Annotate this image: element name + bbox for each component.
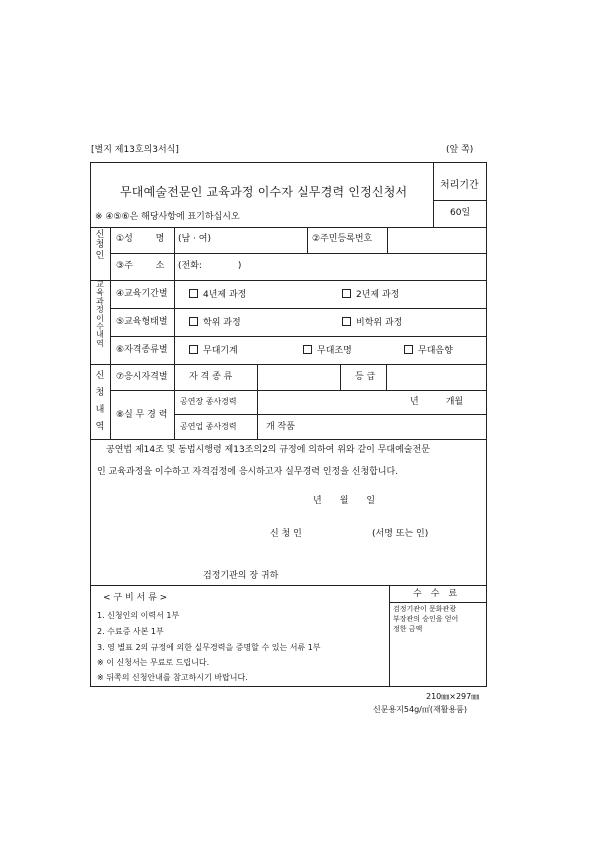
grade-label: 등 급 — [355, 372, 376, 382]
venue-career-label: 공연장 종사경력 — [180, 397, 237, 406]
name-label: ①성 명 — [116, 234, 165, 244]
exam-qualification-label: ⑦응시자격별 — [116, 372, 168, 382]
rrn-label: ②주민등록번호 — [312, 234, 373, 244]
fee-line: 정한 금액 — [393, 625, 423, 633]
career-label: ⑧실 무 경 력 — [116, 410, 168, 420]
checkbox-icon[interactable] — [189, 317, 198, 326]
production-career-unit[interactable]: 개 작품 — [266, 422, 295, 432]
free-form-note: ※ 이 신청서는 무료로 드립니다. — [97, 658, 210, 667]
paper-size: 210㎜×297㎜ — [426, 692, 480, 701]
processing-period: 60일 — [450, 208, 471, 218]
document-item: 3. 영 별표 2의 규정에 의한 실무경력을 증명할 수 있는 서류 1부 — [97, 643, 321, 652]
section-application-label: 신청내역 — [95, 371, 105, 433]
gender-hint[interactable]: (남 · 여) — [178, 234, 211, 244]
option-degree[interactable]: 학위 과정 — [189, 318, 241, 328]
production-career-label: 공연업 종사경력 — [180, 422, 237, 431]
education-period-label: ④교육기간별 — [116, 289, 168, 299]
form-number: [별지 제13호의3서식] — [91, 145, 179, 155]
page-side-label: (앞 쪽) — [446, 145, 474, 155]
date-line[interactable]: 년 월 일 — [313, 496, 376, 506]
signature-hint[interactable]: (서명 또는 인) — [372, 529, 429, 539]
guide-reference-note: ※ 뒤쪽의 신청안내를 참고하시기 바랍니다. — [97, 673, 248, 682]
option-stage-lighting[interactable]: 무대조명 — [303, 346, 352, 356]
checkbox-icon[interactable] — [303, 345, 312, 354]
addressee: 검정기관의 장 귀하 — [203, 571, 279, 581]
option-stage-sound[interactable]: 무대음향 — [404, 346, 453, 356]
statement-line-2: 인 교육과정을 이수하고 자격검정에 응시하고자 실무경력 인정을 신청합니다. — [97, 467, 399, 477]
fee-line: 검정기관이 문화관광 — [393, 605, 457, 613]
venue-career-unit[interactable]: 년 개월 — [410, 397, 464, 407]
section-applicant-label: 신청인 — [95, 230, 105, 261]
education-type-label: ⑤교육형태별 — [116, 317, 168, 327]
form-title: 무대예술전문인 교육과정 이수자 실무경력 인정신청서 — [120, 185, 408, 199]
fee-line: 부장관의 승인을 얻어 — [393, 615, 459, 623]
processing-label: 처리기간 — [440, 180, 479, 191]
certification-type-label: ⑥자격종류별 — [116, 345, 168, 355]
applicant-sign-label: 신 청 인 — [270, 529, 302, 539]
option-4year[interactable]: 4년제 과정 — [189, 290, 246, 300]
option-2year[interactable]: 2년제 과정 — [342, 290, 399, 300]
documents-heading: < 구 비 서 류 > — [103, 593, 168, 603]
statement-line-1: 공연법 제14조 및 동법시행령 제13조의2의 규정에 의하여 위와 같이 무대예술전문 — [106, 445, 430, 455]
instruction-note: ※ ④⑤⑥은 해당사항에 표기하십시오 — [95, 212, 240, 222]
paper-spec: 신문용지54g/㎡(재활용품) — [373, 705, 468, 714]
address-label: ③주 소 — [116, 261, 165, 271]
checkbox-icon[interactable] — [404, 345, 413, 354]
checkbox-icon[interactable] — [189, 289, 198, 298]
checkbox-icon[interactable] — [342, 289, 351, 298]
document-item: 2. 수료증 사본 1부 — [97, 627, 164, 636]
cert-type-label: 자 격 종 류 — [189, 372, 233, 382]
checkbox-icon[interactable] — [189, 345, 198, 354]
option-stage-machinery[interactable]: 무대기계 — [189, 346, 238, 356]
section-education-label: 교육과정이수내역 — [96, 280, 104, 348]
phone-hint[interactable]: (전화: ) — [178, 261, 242, 271]
fee-heading: 수 수 료 — [413, 589, 458, 599]
option-non-degree[interactable]: 비학위 과정 — [342, 318, 402, 328]
document-item: 1. 신청인의 이력서 1부 — [97, 611, 180, 620]
checkbox-icon[interactable] — [342, 317, 351, 326]
